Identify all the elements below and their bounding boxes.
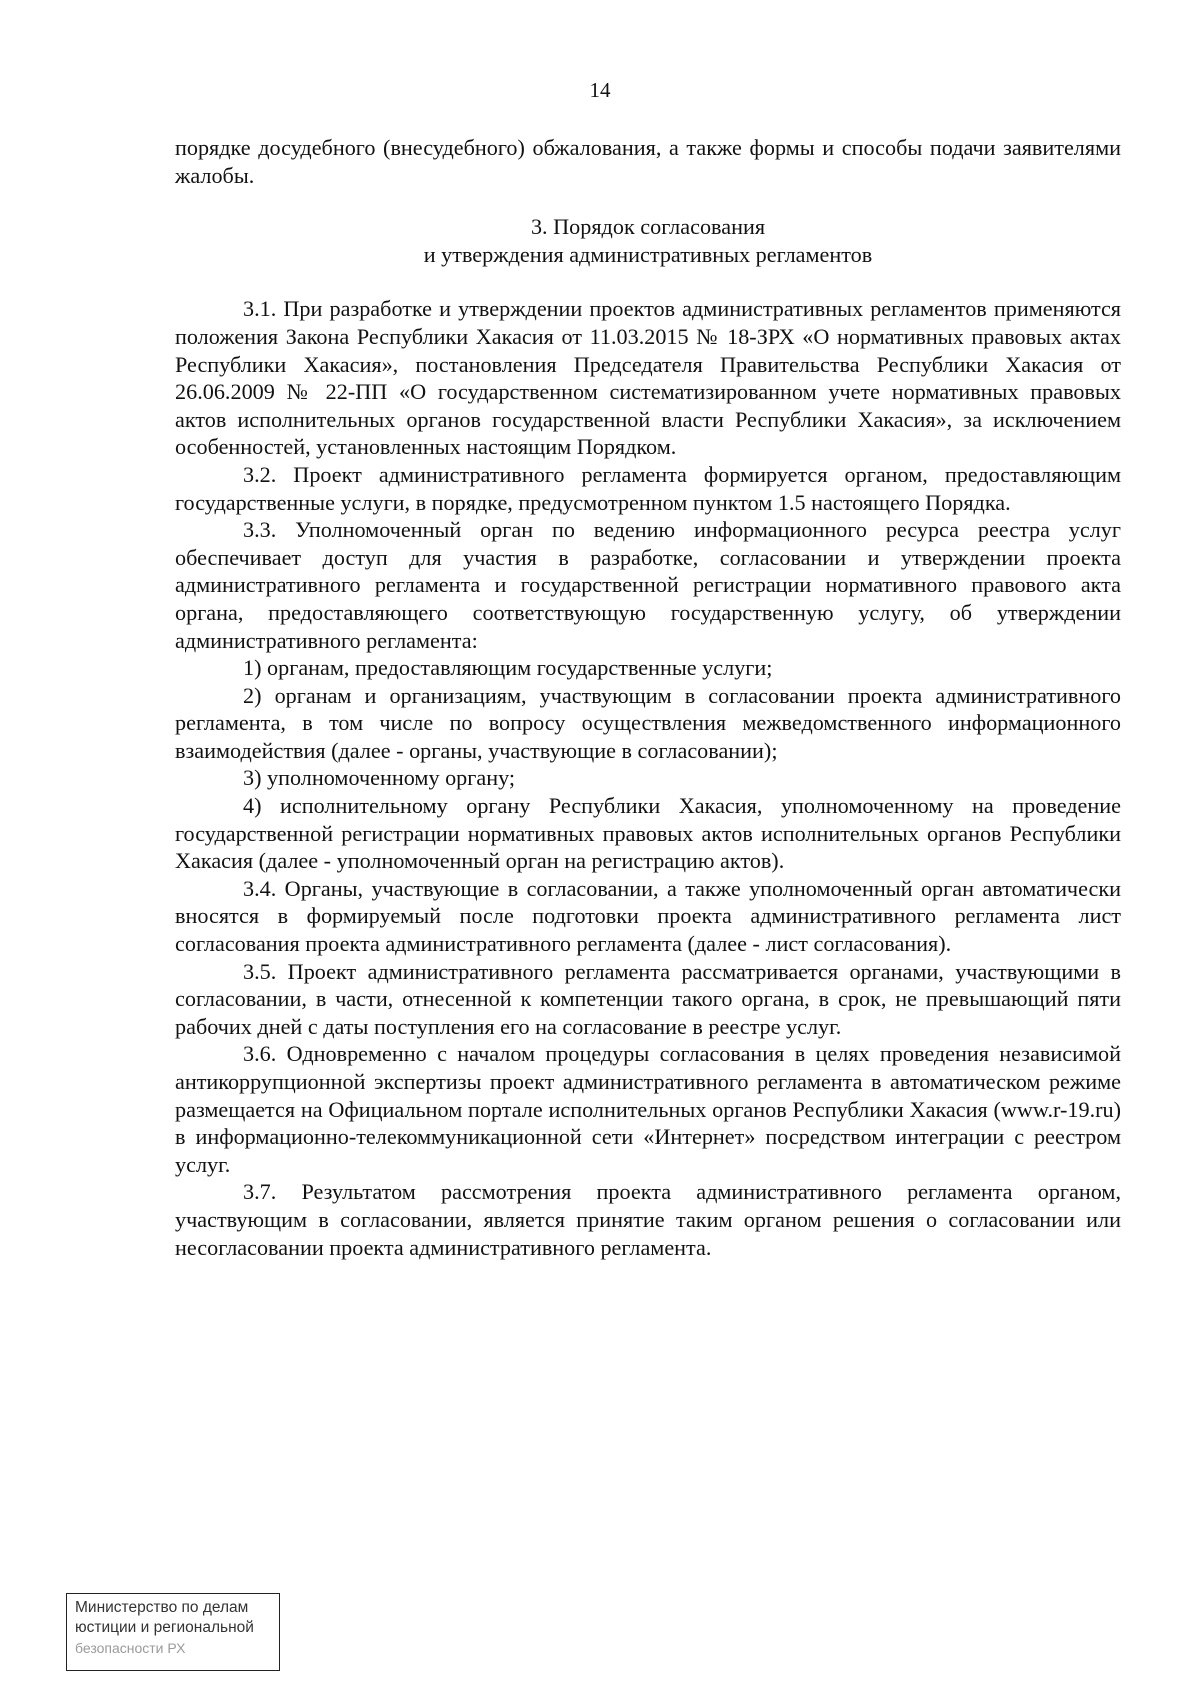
list-item-4: 4) исполнительному органу Республики Хакасия, уполномоченному на проведение государственной регистрации нормативных правовых актов исполнительных органов Республики Хакасия (далее - уполномоченный орган на регистрацию актов). [175, 793, 1121, 874]
paragraph-3-6: 3.6. Одновременно с началом процедуры согласования в целях проведения независимой антикоррупционной экспертизы проект административного регламента в автоматическом режиме размещается на Официальном портале исполнительных органов Республики Хакасия (www.r-19.ru) в информационно-телекоммуникационной сети «Интернет» посредством интеграции с реестром услуг. [175, 1041, 1121, 1177]
paragraph-3-2: 3.2. Проект административного регламента формируется органом, предоставляющим государственные услуги, в порядке, предусмотренном пунктом 1.5 настоящего Порядка. [175, 461, 1121, 515]
document-body [175, 134, 1121, 1261]
paragraph-3-3: 3.3. Уполномоченный орган по ведению информационного ресурса реестра услуг обеспечивает доступ для участия в разработке, согласовании и утверждении проекта административного регламента и государственной регистрации нормативного правового акта органа, предоставляющего соответствующую государственную услугу, об утверждении административного регламента: [175, 517, 1121, 653]
list-item-2: 2) органам и организациям, участвующим в согласовании проекта административного регламента, в том числе по вопросу осуществления межведомственного информационного взаимодействия (далее - органы, участвующие в согласовании); [175, 682, 1121, 763]
list-item-3: 3) уполномоченному органу; [243, 765, 516, 791]
paragraph-3-5: 3.5. Проект административного регламента рассматривается органами, участвующими в согласовании, в части, отнесенной к компетенции такого органа, в срок, не превышающий пяти рабочих дней с даты поступления его на согласование в реестре услуг. [175, 958, 1121, 1039]
section-title-line-2: и утверждения административных регламентов [423, 241, 873, 267]
section-heading [175, 213, 1121, 268]
stamp-line-2: юстиции и региональной [75, 1619, 254, 1636]
stamp-line-3: безопасности РХ [75, 1640, 186, 1656]
paragraph-3-4: 3.4. Органы, участвующие в согласовании, а также уполномоченный орган автоматически вносятся в формируемый после подготовки проекта административного регламента лист согласования проекта административного регламента (далее - лист согласования). [175, 875, 1121, 957]
ministry-stamp [66, 1593, 280, 1671]
intro-paragraph: порядке досудебного (внесудебного) обжалования, а также формы и способы подачи заявителями жалобы. [175, 135, 1121, 188]
stamp-line-1: Министерство по делам [75, 1599, 249, 1616]
paragraph-3-1: 3.1. При разработке и утверждении проектов административных регламентов применяются положения Закона Республики Хакасия от 11.03.2015 № 18-ЗРХ «О нормативных правовых актах Республики Хакасия», постановления Председателя Правительства Республики Хакасия от 26.06.2009 № 22-ПП «О государственном систематизированном учете нормативных правовых актов исполнительных органов государственной власти Республики Хакасия», за исключением особенностей, установленных настоящим Порядком. [175, 296, 1121, 460]
section-title-line-1: 3. Порядок согласования [530, 214, 766, 240]
page-number: 14 [589, 78, 611, 102]
paragraph-3-7: 3.7. Результатом рассмотрения проекта административного регламента органом, участвующим в согласовании, является принятие таким органом решения о согласовании или несогласовании проекта административного регламента. [175, 1179, 1121, 1260]
list-item-1: 1) органам, предоставляющим государственные услуги; [243, 655, 773, 681]
